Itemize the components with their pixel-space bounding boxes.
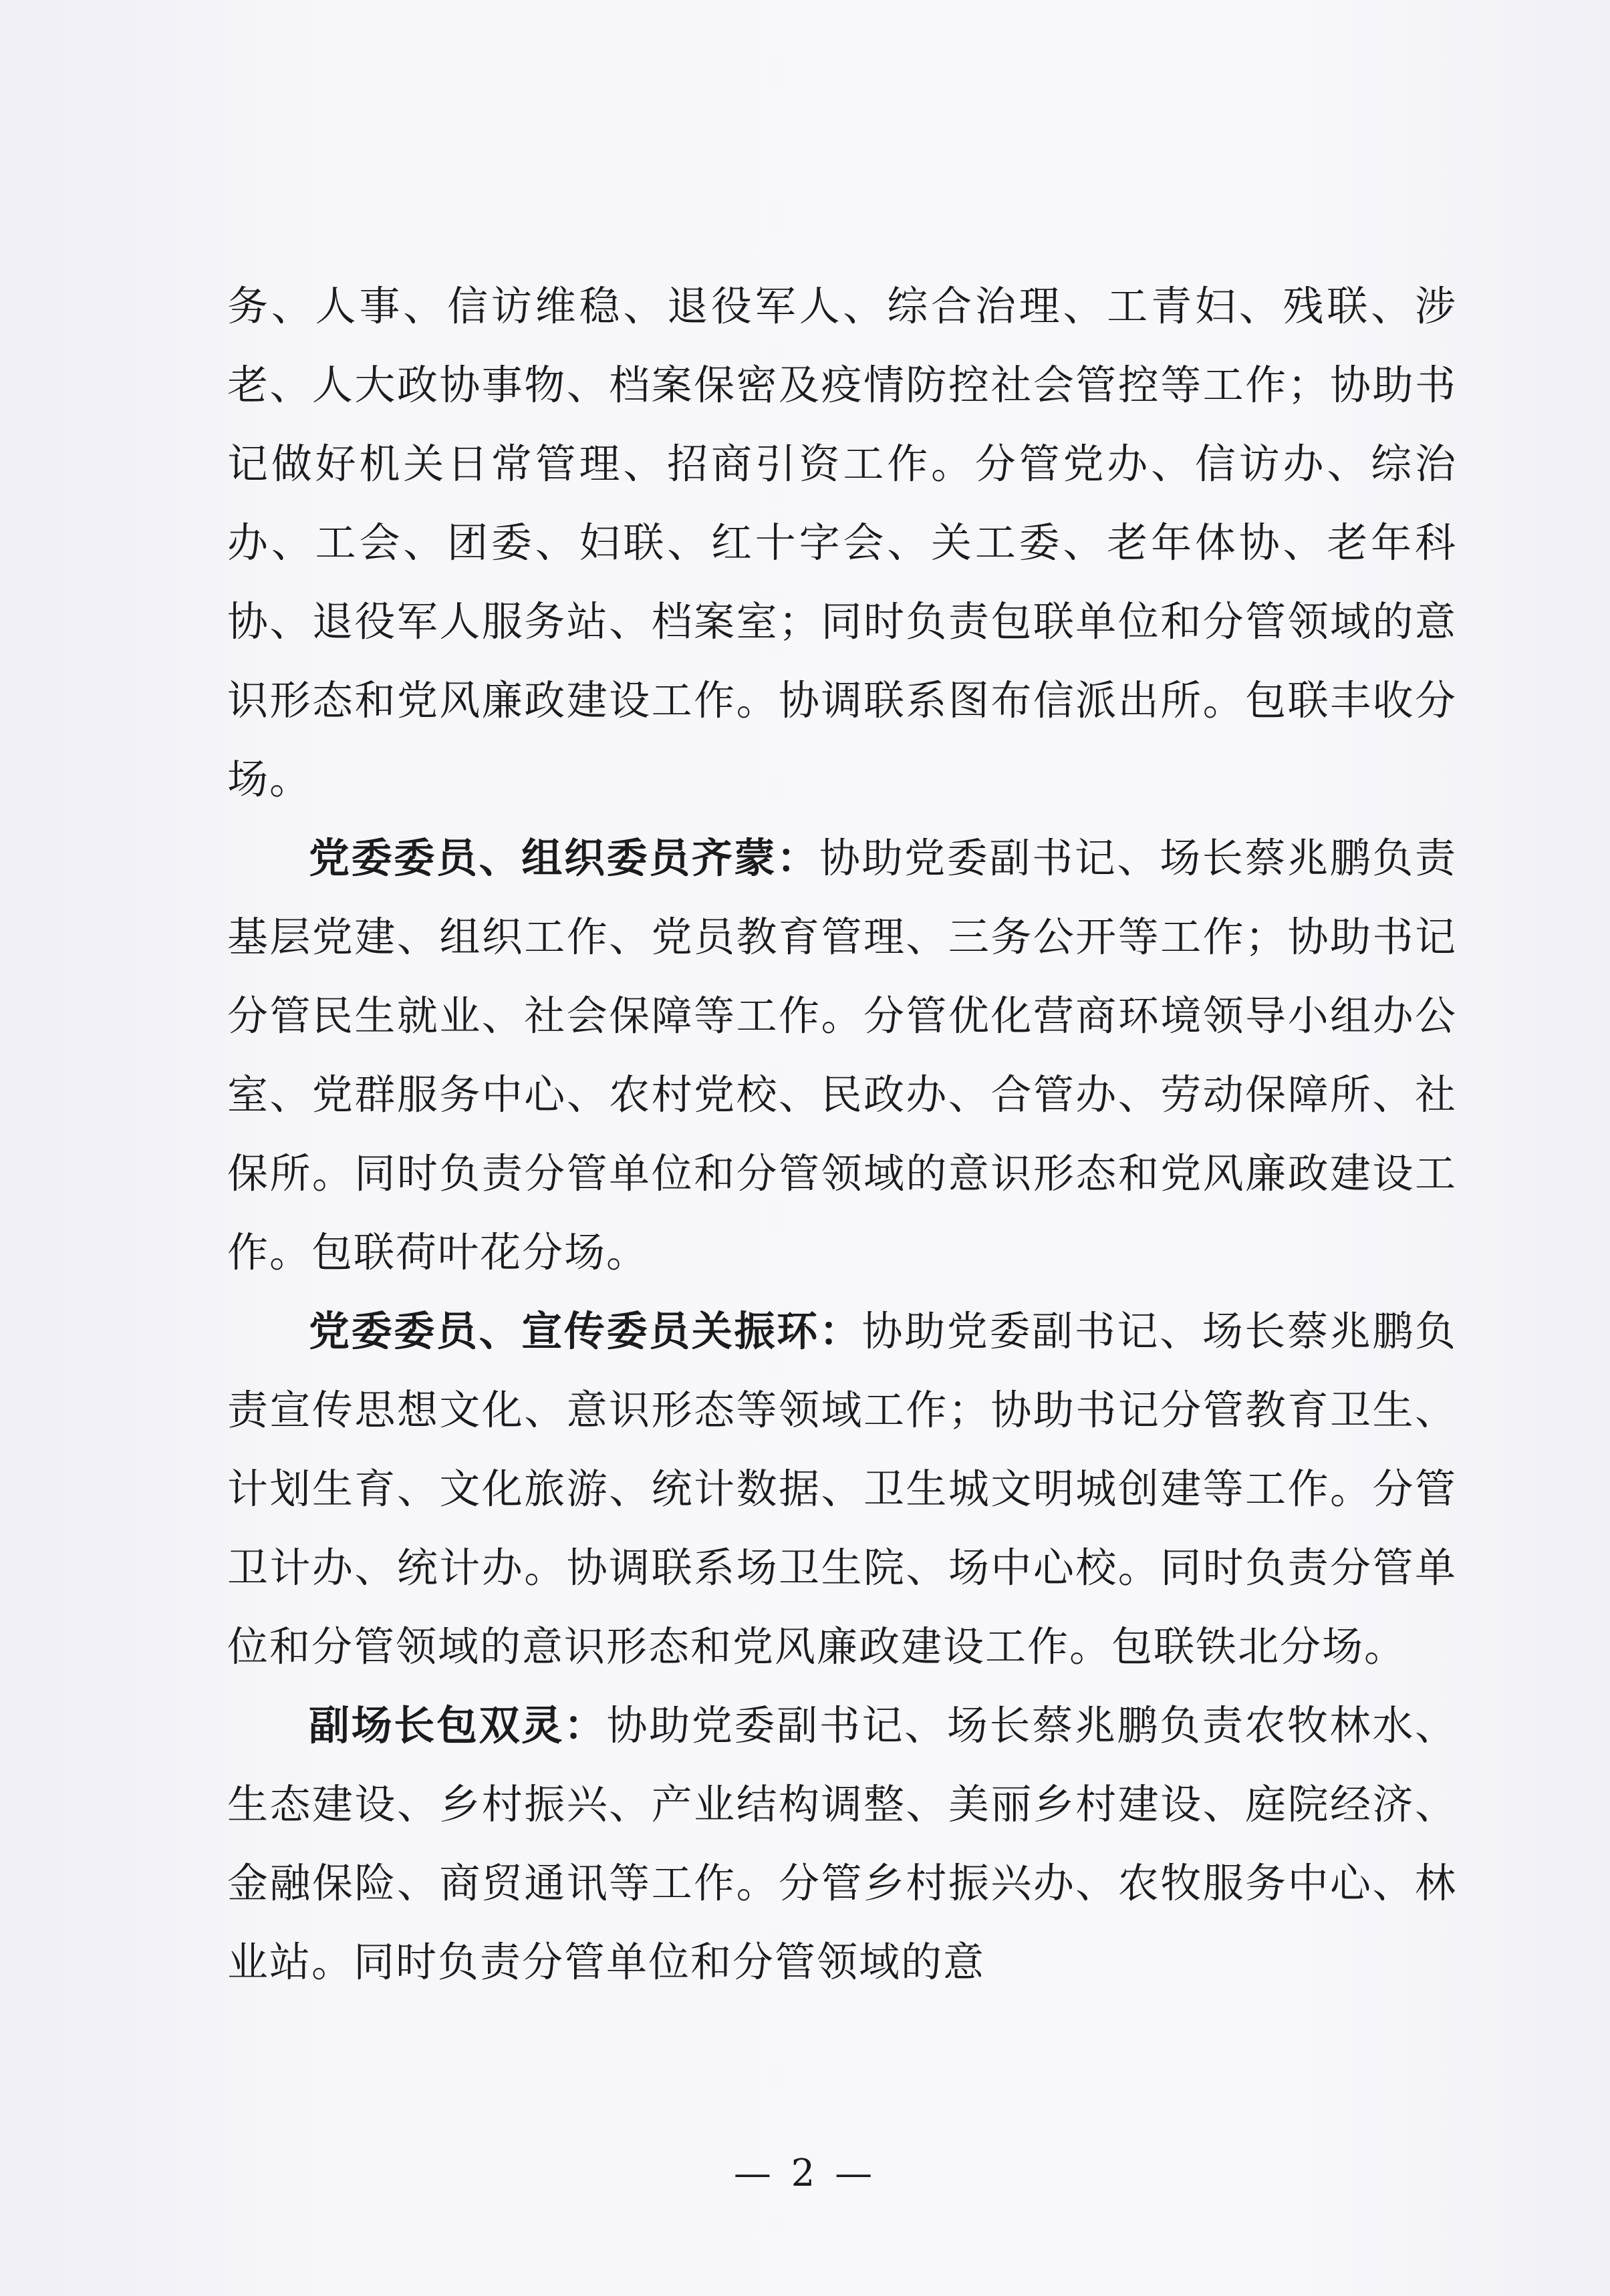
paragraph-bao-shuangling: [227, 1687, 1457, 2002]
paragraph-lead: 副场长包双灵：: [309, 1702, 607, 1749]
paragraph-text: 协助党委副书记、场长蔡兆鹏负责农牧林水、生态建设、乡村振兴、产业结构调整、美丽乡村建设、庭院经济、金融保险、商贸通讯等工作。分管乡村振兴办、农牧服务中心、林业站。同时负责分管单位和分管领域的意: [227, 1702, 1457, 1986]
paragraph-lead: 党委委员、宣传委员关振环：: [309, 1308, 862, 1355]
paragraph-text: 协助党委副书记、场长蔡兆鹏负责宣传思想文化、意识形态等领域工作；协助书记分管教育卫生、计划生育、文化旅游、统计数据、卫生城文明城创建等工作。分管卫计办、统计办。协调联系场卫生院、场中心校。同时负责分管单位和分管领域的意识形态和党风廉政建设工作。包联铁北分场。: [227, 1308, 1457, 1671]
document-body: [227, 267, 1457, 2002]
page-number: — 2 —: [733, 2152, 877, 2195]
paragraph-continuation: [227, 267, 1457, 819]
paragraph-lead: 党委委员、组织委员齐蒙：: [309, 835, 819, 882]
paragraph-text: 协助党委副书记、场长蔡兆鹏负责基层党建、组织工作、党员教育管理、三务公开等工作；协助书记分管民生就业、社会保障等工作。分管优化营商环境领导小组办公室、党群服务中心、农村党校、民政办、合管办、劳动保障所、社保所。同时负责分管单位和分管领域的意识形态和党风廉政建设工作。包联荷叶花分场。: [227, 835, 1457, 1276]
paragraph-text: 务、人事、信访维稳、退役军人、综合治理、工青妇、残联、涉老、人大政协事物、档案保密及疫情防控社会管控等工作；协助书记做好机关日常管理、招商引资工作。分管党办、信访办、综治办、工会、团委、妇联、红十字会、关工委、老年体协、老年科协、退役军人服务站、档案室；同时负责包联单位和分管领域的意识形态和党风廉政建设工作。协调联系图布信派出所。包联丰收分场。: [227, 283, 1457, 803]
paragraph-qi-meng: [227, 819, 1457, 1292]
paragraph-guan-zhenhuan: [227, 1292, 1457, 1687]
